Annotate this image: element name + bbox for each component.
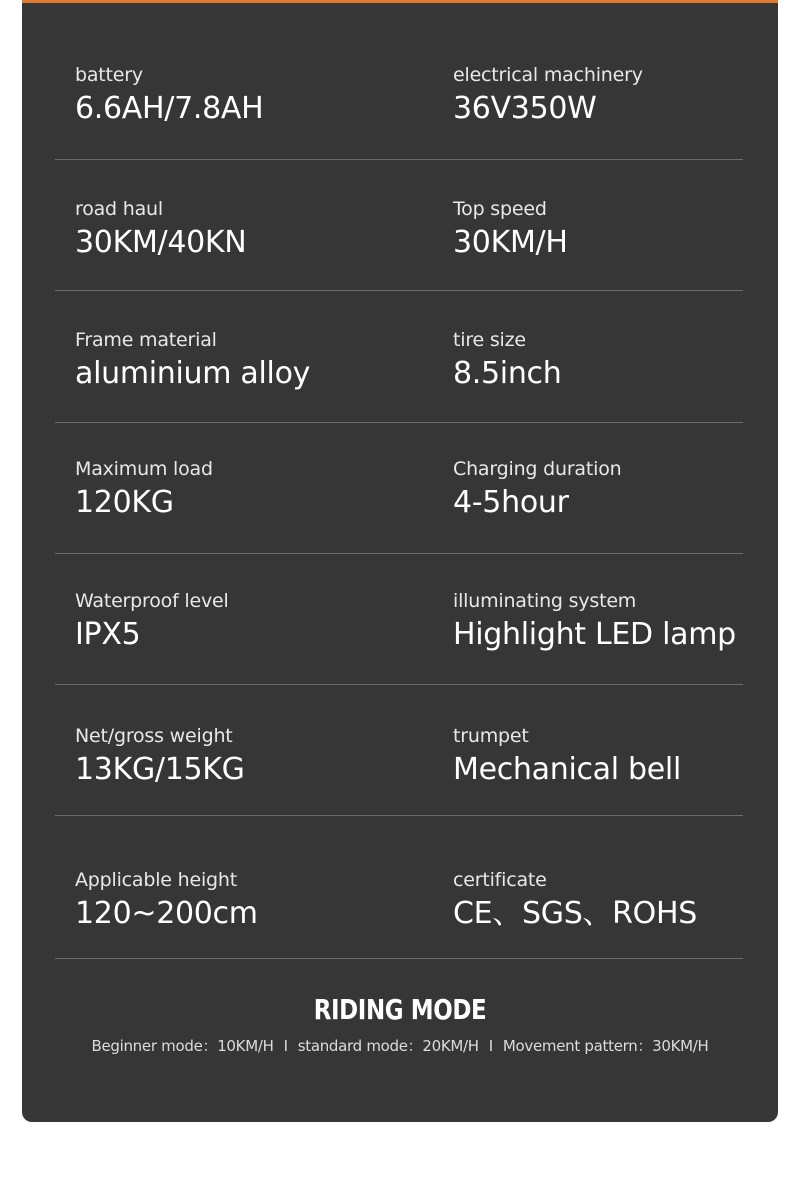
row-divider [55,159,743,160]
spec-row [22,457,778,557]
spec-panel [22,0,778,1122]
spec-label: Frame material [75,329,217,351]
spec-value: 30KM/40KN [75,225,247,260]
spec-item-electrical-machinery [453,63,643,129]
spec-label: electrical machinery [453,64,643,86]
spec-value: aluminium alloy [75,356,311,391]
spec-label: trumpet [453,725,529,747]
row-divider [55,290,743,291]
spec-item-certificate [453,868,697,934]
spec-value: IPX5 [75,617,141,652]
spec-item-applicable-height [75,868,258,934]
spec-value: 6.6AH/7.8AH [75,91,264,126]
riding-mode-title: RIDING MODE [313,993,487,1026]
spec-label: Charging duration [453,458,622,480]
row-divider [55,684,743,685]
riding-mode-movement: Movement pattern：30KM/H [502,1037,709,1055]
spec-value: 36V350W [453,91,597,126]
riding-mode-list [22,1035,778,1057]
spec-row [22,724,778,824]
row-divider [55,815,743,816]
spec-value: 120~200cm [75,896,258,931]
spec-label: certificate [453,869,547,891]
spec-item-road-haul [75,197,246,263]
spec-row [22,328,778,428]
spec-label: illuminating system [453,590,637,612]
spec-label: Top speed [453,198,547,220]
spec-item-tire-size [453,328,561,394]
spec-item-charging-duration [453,457,621,523]
spec-row [22,868,778,968]
spec-label: road haul [75,198,163,220]
spec-label: battery [75,64,143,86]
spec-value: CE、SGS、ROHS [453,896,697,931]
spec-value: 30KM/H [453,225,568,260]
spec-item-waterproof-level [75,589,229,655]
mode-separator: I [283,1037,288,1055]
spec-value: 8.5inch [453,356,562,391]
spec-label: Net/gross weight [75,725,233,747]
spec-item-top-speed [453,197,568,263]
spec-item-maximum-load [75,457,213,523]
row-divider [55,422,743,423]
spec-row [22,63,778,163]
spec-item-frame-material [75,328,310,394]
spec-item-battery [75,63,263,129]
spec-item-trumpet [453,724,681,790]
riding-mode-beginner: Beginner mode：10KM/H [91,1037,274,1055]
row-divider [55,553,743,554]
mode-separator: I [488,1037,493,1055]
spec-row [22,589,778,689]
spec-label: Waterproof level [75,590,229,612]
spec-item-illuminating-system [453,589,736,655]
spec-value: Highlight LED lamp [453,617,736,652]
spec-label: tire size [453,329,526,351]
spec-row [22,197,778,297]
spec-label: Maximum load [75,458,213,480]
riding-mode-standard: standard mode：20KM/H [297,1037,479,1055]
spec-item-net-gross-weight [75,724,245,790]
spec-value: 13KG/15KG [75,752,245,787]
spec-value: 4-5hour [453,485,569,520]
spec-value: 120KG [75,485,174,520]
spec-label: Applicable height [75,869,237,891]
row-divider [55,958,743,959]
spec-value: Mechanical bell [453,752,682,787]
